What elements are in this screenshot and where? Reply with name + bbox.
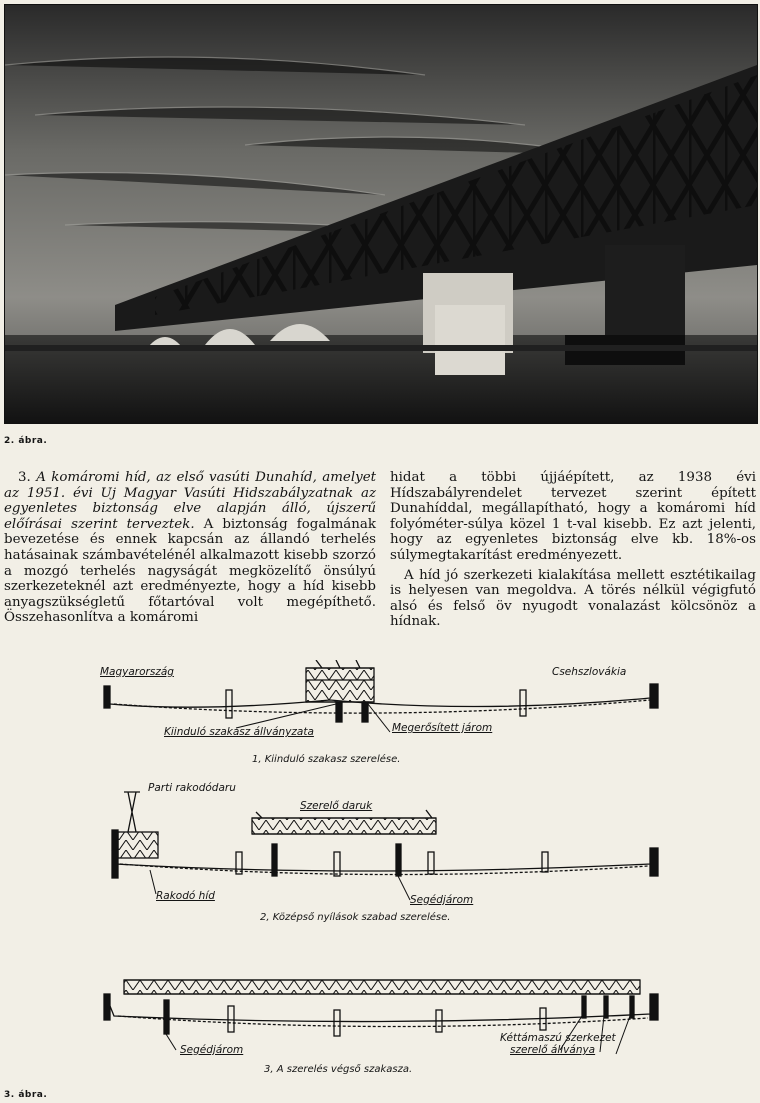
label-magyarorszag: Magyarország [100,666,174,678]
photo-figure-label: 2. ábra. [4,436,48,446]
caption-stage1: 1, Kiinduló szakasz szerelése. [252,754,401,765]
text-column-right [390,470,756,630]
paragraph-body: A biztonság fogalmának bevezetése és ennek kapcsán az állandó terhelés hatásainak számbavételénél alkalmazott kisebb szorzó a mozgó terhelés nagyságát megközelítő önsúlyú szerkezeteknél azt eredményezte, hogy a híd kisebb anyagszükségletű főtartóval volt megépíthető. Összehasonlítva a komáromi [4,516,376,626]
bridge-photograph [4,4,758,424]
paragraph-continuation: hidat a többi újjáépített, az 1938 évi Hídszabályrendelet tervezet szerint épített Dunahíddal, megállapítható, hogy a komáromi híd folyóméter-súlya közel 1 t-val kisebb. Ez azt jelenti, hogy az egyenletes biztonság elve kb. 18%-os súlymegtakarítást eredményezett. [390,470,756,563]
caption-stage3: 3, A szerelés végső szakasza. [264,1064,413,1075]
caption-stage2: 2, Középső nyílások szabad szerelése. [260,912,451,923]
paragraph-intro: 3. A komáromi híd, az első vasúti Dunahíd, amelyet az 1951. évi Uj Magyar Vasúti Hidszabályzatnak az egyenletes biztonság elve alapján álló, újszerű előírásai szerint terveztek. A biztonság fogalmának bevezetése és ennek kapcsán az állandó terhelés hatásainak számbavételénél alkalmazott kisebb szorzó a mozgó terhelés nagyságát megközelítő önsúlyú szerkezeteknél azt eredményezte, hogy a híd kisebb anyagszükségletű főtartóval volt megépíthető. Összehasonlítva a komáromi [4,470,376,626]
label-csehszlovakia: Csehszlovákia [552,666,627,678]
paragraph-aesthetics: A híd jó szerkezeti kialakítása mellett esztétikailag is helyesen van megoldva. A törés nélkül végigfutó alsó és felső öv nyugodt vonalazást kölcsönöz a hídnak. [390,567,756,630]
construction-diagram [0,660,760,1103]
callout-kiindulo-allvanyzat: Kiinduló szakasz állványzata [164,726,314,738]
drawing-figure-label: 3. ábra. [4,1090,48,1100]
callout-kettamaszu-szerkezet: Kéttámaszú szerkezet [500,1032,616,1044]
callout-szerelo-allvanya: szerelő állványa [510,1044,596,1056]
label-szerelo-daruk: Szerelő daruk [300,800,373,812]
callout-segedjarom-3: Segédjárom [180,1044,244,1056]
stage2-sketch [112,792,658,900]
callout-segedjarom-2: Segédjárom [410,894,474,906]
italic-lead: A komáromi híd, az első vasúti Dunahíd, amelyet az 1951. évi Uj Magyar Vasúti Hidszabályzatnak az egyenletes biztonság elve alapján álló, újszerű előírásai szerint terveztek. [4,470,376,532]
text-column-left [4,470,376,626]
callout-rakodo-hid: Rakodó híd [156,890,215,902]
label-parti-rakododaru: Parti rakodódaru [148,782,236,794]
callout-megerositett-jarom: Megerősített járom [392,722,493,734]
